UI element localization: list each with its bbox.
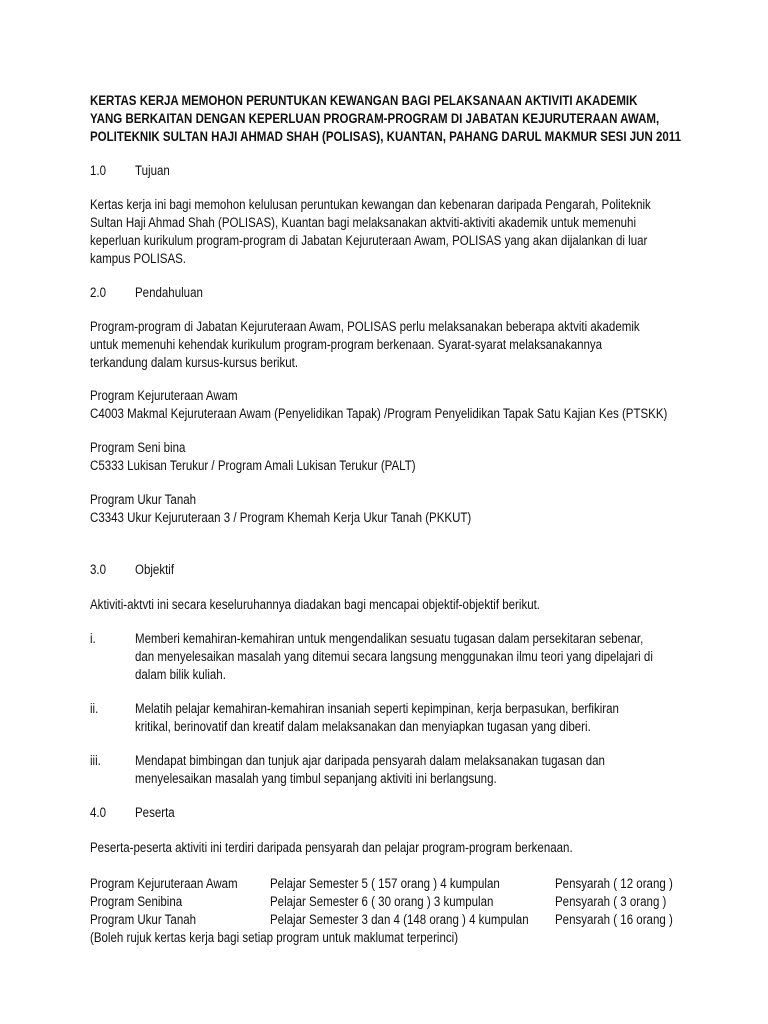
program-course: C4003 Makmal Kejuruteraan Awam (Penyelidikan Tapak) /Program Penyelidikan Tapak Satu Kajian Kes (PTSKK) [90,406,668,421]
section-number: 4.0 [90,805,107,820]
program-course: C3343 Ukur Kejuruteraan 3 / Program Khemah Kerja Ukur Tanah (PKKUT) [90,510,472,525]
participant-students: Pelajar Semester 3 dan 4 (148 orang ) 4 kumpulan [270,912,529,927]
title-line: POLITEKNIK SULTAN HAJI AHMAD SHAH (POLISAS), KUANTAN, PAHANG DARUL MAKMUR SESI JUN 2011 [90,129,681,144]
paragraph-line: Kertas kerja ini bagi memohon kelulusan peruntukan kewangan dan kebenaran daripada Pengarah, Politeknik [90,197,651,212]
section-number: 2.0 [90,285,107,300]
paragraph-line: Sultan Haji Ahmad Shah (POLISAS), Kuantan bagi melaksanakan aktviti-aktiviti akademik untuk memenuhi [90,215,637,230]
list-marker: ii. [90,701,99,716]
section-heading: Objektif [135,562,175,577]
list-marker: i. [90,631,96,646]
paragraph-line: Program-program di Jabatan Kejuruteraan Awam, POLISAS perlu melaksanakan beberapa aktviti akademik [90,319,640,334]
program-name: Program Ukur Tanah [90,492,197,507]
title-line: YANG BERKAITAN DENGAN KEPERLUAN PROGRAM-PROGRAM DI JABATAN KEJURUTERAAN AWAM, [90,111,660,126]
participant-program: Program Kejuruteraan Awam [90,876,238,891]
section-heading: Pendahuluan [135,285,203,300]
program-name: Program Kejuruteraan Awam [90,388,238,403]
list-item-line: dan menyelesaikan masalah yang ditemui secara langsung menggunakan ilmu teori yang dipelajari di [135,649,653,664]
participant-lecturers: Pensyarah ( 16 orang ) [555,912,673,927]
program-name: Program Seni bina [90,440,186,455]
paragraph-line: untuk memenuhi kehendak kurikulum program-program berkenaan. Syarat-syarat melaksanakannya [90,337,603,352]
list-item-line: Melatih pelajar kemahiran-kemahiran insaniah seperti kepimpinan, kerja berpasukan, berfikiran [135,701,619,716]
section-heading: Tujuan [135,163,170,178]
list-item-line: dalam bilik kuliah. [135,667,226,682]
list-marker: iii. [90,753,101,768]
paragraph-line: terkandung dalam kursus-kursus berikut. [90,355,299,370]
participant-program: Program Senibina [90,894,183,909]
title-line: KERTAS KERJA MEMOHON PERUNTUKAN KEWANGAN BAGI PELAKSANAAN AKTIVITI AKADEMIK [90,93,638,108]
section-number: 3.0 [90,562,107,577]
section-heading: Peserta [135,805,175,820]
participant-lecturers: Pensyarah ( 3 orang ) [555,894,667,909]
participant-program: Program Ukur Tanah [90,912,197,927]
note: (Boleh rujuk kertas kerja bagi setiap program untuk maklumat terperinci) [90,930,459,945]
participant-students: Pelajar Semester 5 ( 157 orang ) 4 kumpulan [270,876,500,891]
participant-students: Pelajar Semester 6 ( 30 orang ) 3 kumpulan [270,894,494,909]
paragraph-line: keperluan kurikulum program-program di Jabatan Kejuruteraan Awam, POLISAS yang akan dijalankan di luar [90,233,648,248]
list-item-line: menyelesaikan masalah yang timbul sepanjang aktiviti ini berlangsung. [135,771,497,786]
list-item-line: Memberi kemahiran-kemahiran untuk mengendalikan sesuatu tugasan dalam persekitaran sebenar, [135,631,644,646]
list-item-line: kritikal, berinovatif dan kreatif dalam melaksanakan dan menyiapkan tugasan yang diberi. [135,719,591,734]
paragraph-line: Aktiviti-aktvti ini secara keseluruhannya diadakan bagi mencapai objektif-objektif berikut. [90,597,541,612]
list-item-line: Mendapat bimbingan dan tunjuk ajar daripada pensyarah dalam melaksanakan tugasan dan [135,753,605,768]
paragraph-line: kampus POLISAS. [90,251,187,266]
section-number: 1.0 [90,163,107,178]
paragraph-line: Peserta-peserta aktiviti ini terdiri daripada pensyarah dan pelajar program-program berkenaan. [90,840,573,855]
program-course: C5333 Lukisan Terukur / Program Amali Lukisan Terukur (PALT) [90,458,416,473]
participant-lecturers: Pensyarah ( 12 orang ) [555,876,673,891]
